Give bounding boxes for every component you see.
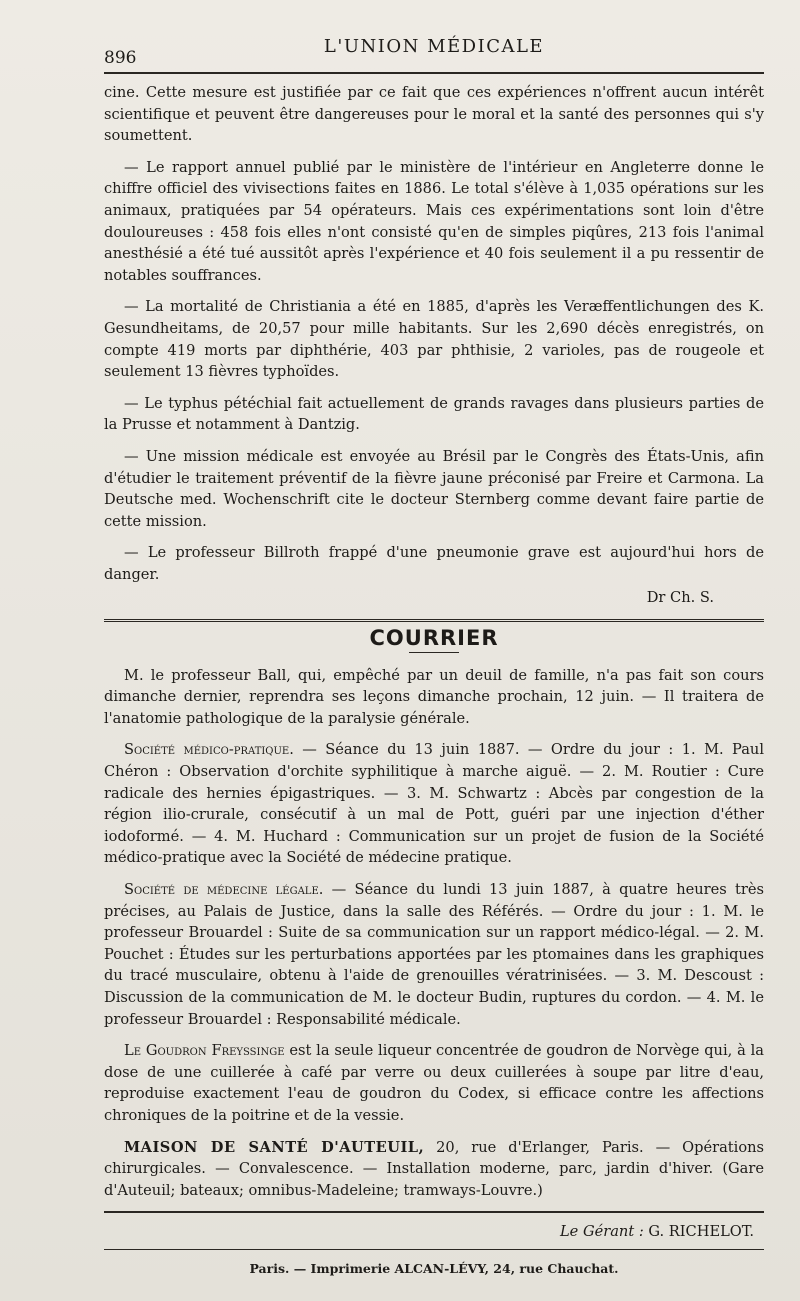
paragraph-brazil-mission: — Une mission médicale est envoyée au Brésil par le Congrès des États-Unis, afin d'étudier le traitement préventif de la fièvre jaune préconisé par Freire et Carmona. La Deutsche med. Wochenschrift cite le docteur Sternberg comme devant faire partie de cette mission. bbox=[104, 447, 764, 530]
page-number: 896 bbox=[104, 48, 137, 68]
section-title: COURRIER bbox=[369, 626, 499, 651]
goudron-text: est la seule liqueur concentrée de goudron de Norvège qui, à la dose de une cuillerée à café par verre ou deux cuillerées à soupe par litre d'eau, reproduise exactement l'eau de goudron du Codex, si efficace contre les affections chroniques de la poitrine et de la vessie. bbox=[104, 1042, 764, 1124]
paragraph-typhus: — Le typhus pétéchial fait actuellement de grands ravages dans plusieurs parties de la Prusse et notamment à Dantzig. bbox=[104, 394, 764, 434]
maison-text: 20, rue d'Erlanger, Paris. — Opérations chirurgicales. — Convalescence. — Installation moderne, parc, jardin d'hiver. (Gare d'Auteuil; bateaux; omnibus-Madeleine; tramways-Louvre.) bbox=[104, 1138, 764, 1199]
societe-medecine-legale-name: Société de médecine légale. bbox=[124, 881, 324, 898]
signature: Dr Ch. S. bbox=[646, 589, 714, 607]
goudron-name: Le Goudron Freyssinge bbox=[124, 1042, 285, 1060]
gerant-name: G. RICHELOT. bbox=[648, 1223, 754, 1241]
societe-medico-pratique-name: Société médico-pratique. bbox=[124, 741, 294, 759]
societe-medico-pratique-text: — Séance du 13 juin 1887. — Ordre du jour : 1. M. Paul Chéron : Observation d'orchite syphilitique à marche aiguë. — 2. M. Routier : Cure radicale des hernies épigastriques. — 3. M. Schwartz : Abcès par congestion de la région ilio-crurale, consécutif à un mal de Pott, guéri par une injection d'éther iodoformé. — 4. M. Huchard : Communication sur un projet de fusion de la Société médico-pratique avec la Société de médecine pratique. bbox=[104, 741, 764, 867]
imprint: Paris. — Imprimerie ALCAN-LÉVY, 24, rue Chauchat. bbox=[249, 1260, 619, 1276]
societe-medecine-legale-text: — Séance du lundi 13 juin 1887, à quatre heures très précises, au Palais de Justice, dans la salle des Référés. — Ordre du jour : 1. M. le professeur Brouardel : Suite de sa communication sur un rapport médico-légal. — 2. M. Pouchet : Études sur les perturbations apportées par les ptomaines dans les graphiques du tracé musculaire, obtenu à l'aide de grenouilles vératrinisées. — 3. M. Descoust : Discussion de la communication de M. le docteur Budin, ruptures du cordon. — 4. M. le professeur Brouardel : Responsabilité médicale. bbox=[104, 881, 764, 1028]
section-rule bbox=[104, 619, 764, 622]
header-rule bbox=[104, 72, 764, 74]
maison-name: MAISON DE SANTÉ D'AUTEUIL, bbox=[124, 1138, 425, 1156]
paragraph-maison-auteuil bbox=[104, 1137, 764, 1202]
paragraph-england-report: — Le rapport annuel publié par le ministère de l'intérieur en Angleterre donne le chiffre officiel des vivisections faites en 1886. Le total s'élève à 1,035 opérations sur les animaux, pratiquées par 54 opérateurs. Mais ces expérimentations sont loin d'être douloureuses : 458 fois elles n'ont consisté qu'en de simples piqûres, 213 fois l'animal anesthésié a été tué aussitôt après l'expérience et 40 fois seulement il a pu ressentir de notables souffrances. bbox=[104, 158, 764, 284]
paragraph-ball: M. le professeur Ball, qui, empêché par un deuil de famille, n'a pas fait son cours dimanche dernier, reprendra ses leçons dimanche prochain, 12 juin. — Il traitera de l'anatomie pathologique de la paralysie générale. bbox=[104, 666, 764, 727]
paragraph-christiania: — La mortalité de Christiania a été en 1885, d'après les Veræffentlichungen des K. Gesundheitams, de 20,57 pour mille habitants. Sur les 2,690 décès enregistrés, on compte 419 morts par diphthérie, 403 par phthisie, 2 varioles, pas de rougeole et seulement 13 fièvres typhoïdes. bbox=[104, 298, 764, 381]
running-head: L'UNION MÉDICALE bbox=[323, 36, 545, 57]
gerant-line bbox=[104, 1221, 764, 1243]
page-body bbox=[104, 30, 764, 1280]
paragraph-vivisection-cont: cine. Cette mesure est justifiée par ce fait que ces expériences n'offrent aucun intérêt scientifique et peuvent être dangereuses pour le moral et la santé des personnes qui s'y soumettent. bbox=[104, 84, 764, 145]
gerant-label: Le Gérant : bbox=[559, 1223, 644, 1241]
paragraph-societe-medecine-legale bbox=[104, 879, 764, 1030]
page-header bbox=[104, 30, 764, 70]
title-rule bbox=[409, 652, 459, 653]
footer-rule-top bbox=[104, 1211, 764, 1213]
footer-rule-bottom bbox=[104, 1249, 764, 1250]
paragraph-societe-medico-pratique bbox=[104, 739, 764, 869]
paragraph-billroth: — Le professeur Billroth frappé d'une pneumonie grave est aujourd'hui hors de danger. bbox=[104, 544, 764, 583]
paragraph-goudron bbox=[104, 1040, 764, 1126]
